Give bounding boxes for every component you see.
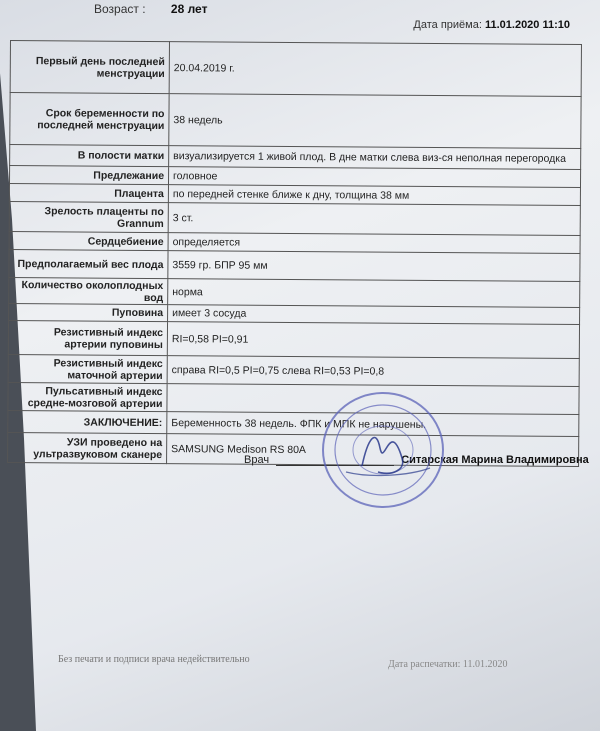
table-row <box>9 201 580 235</box>
age-label: Возраст : <box>94 2 146 16</box>
medical-stamp-icon <box>318 388 448 512</box>
visit-date <box>413 19 570 31</box>
date-value: 11.01.2020 11:10 <box>484 19 570 31</box>
row-label: Пуповина <box>9 303 168 321</box>
row-value: головное <box>168 167 580 188</box>
row-label: ЗАКЛЮЧЕНИЕ: <box>8 410 167 433</box>
row-label: Резистивный индекс артерии пуповины <box>8 320 167 355</box>
row-value: Беременность 38 недель. ФПК и МПК не нарушены. <box>167 412 579 437</box>
row-value: 3559 гр. БПР 95 мм <box>168 251 580 282</box>
row-value: по передней стенке ближе к дну, толщина 38 мм <box>168 185 580 206</box>
row-label: Плацента <box>9 184 168 203</box>
signature-label: Врач <box>244 454 270 466</box>
table-row <box>10 93 581 149</box>
row-label: В полости матки <box>10 145 169 167</box>
row-label: Зрелость плаценты по Grannum <box>9 201 168 232</box>
row-value: справа RI=0,5 PI=0,75 слева RI=0,53 PI=0,8 <box>167 356 579 387</box>
row-value: 38 недель <box>169 94 581 149</box>
row-value: норма <box>168 279 580 308</box>
row-value: визуализируется 1 живой плод. В дне матки слева виз-ся неполная перегородка <box>169 146 581 170</box>
validity-note: Без печати и подписи врача недействительно <box>58 654 250 665</box>
table-row <box>8 382 579 414</box>
row-value: определяется <box>168 233 580 254</box>
doctor-name: Ситарская Марина Владимировна <box>401 454 589 466</box>
table-row <box>10 41 581 97</box>
table-row <box>9 249 580 281</box>
row-label: Количество околоплодных вод <box>9 277 168 304</box>
table-row <box>8 320 579 358</box>
ultrasound-report-table <box>7 40 582 467</box>
row-label: Предполагаемый вес плода <box>9 249 168 278</box>
row-label: Срок беременности по последней менструации <box>10 93 169 146</box>
row-value: RI=0,58 PI=0,91 <box>167 322 579 359</box>
row-label: УЗИ проведено на ультразвуковом сканере <box>8 432 167 463</box>
print-date: Дата распечатки: 11.01.2020 <box>388 659 508 670</box>
row-label: Пульсативный индекс средне-мозговой артерии <box>8 382 167 411</box>
patient-age <box>94 2 207 16</box>
date-label: Дата приёма: <box>413 19 482 31</box>
age-value: 28 лет <box>170 2 208 16</box>
row-value: 3 ст. <box>168 203 580 236</box>
row-value: имеет 3 сосуда <box>168 305 580 325</box>
row-label: Предлежание <box>9 166 168 185</box>
row-label: Резистивный индекс маточной артерии <box>8 354 167 383</box>
row-value: 20.04.2019 г. <box>169 42 581 97</box>
table-row <box>8 354 579 386</box>
table-row <box>9 277 580 307</box>
row-label: Сердцебиение <box>9 231 168 250</box>
row-label: Первый день последней менструации <box>10 41 169 94</box>
row-value: SAMSUNG Medison RS 80A <box>167 434 579 467</box>
